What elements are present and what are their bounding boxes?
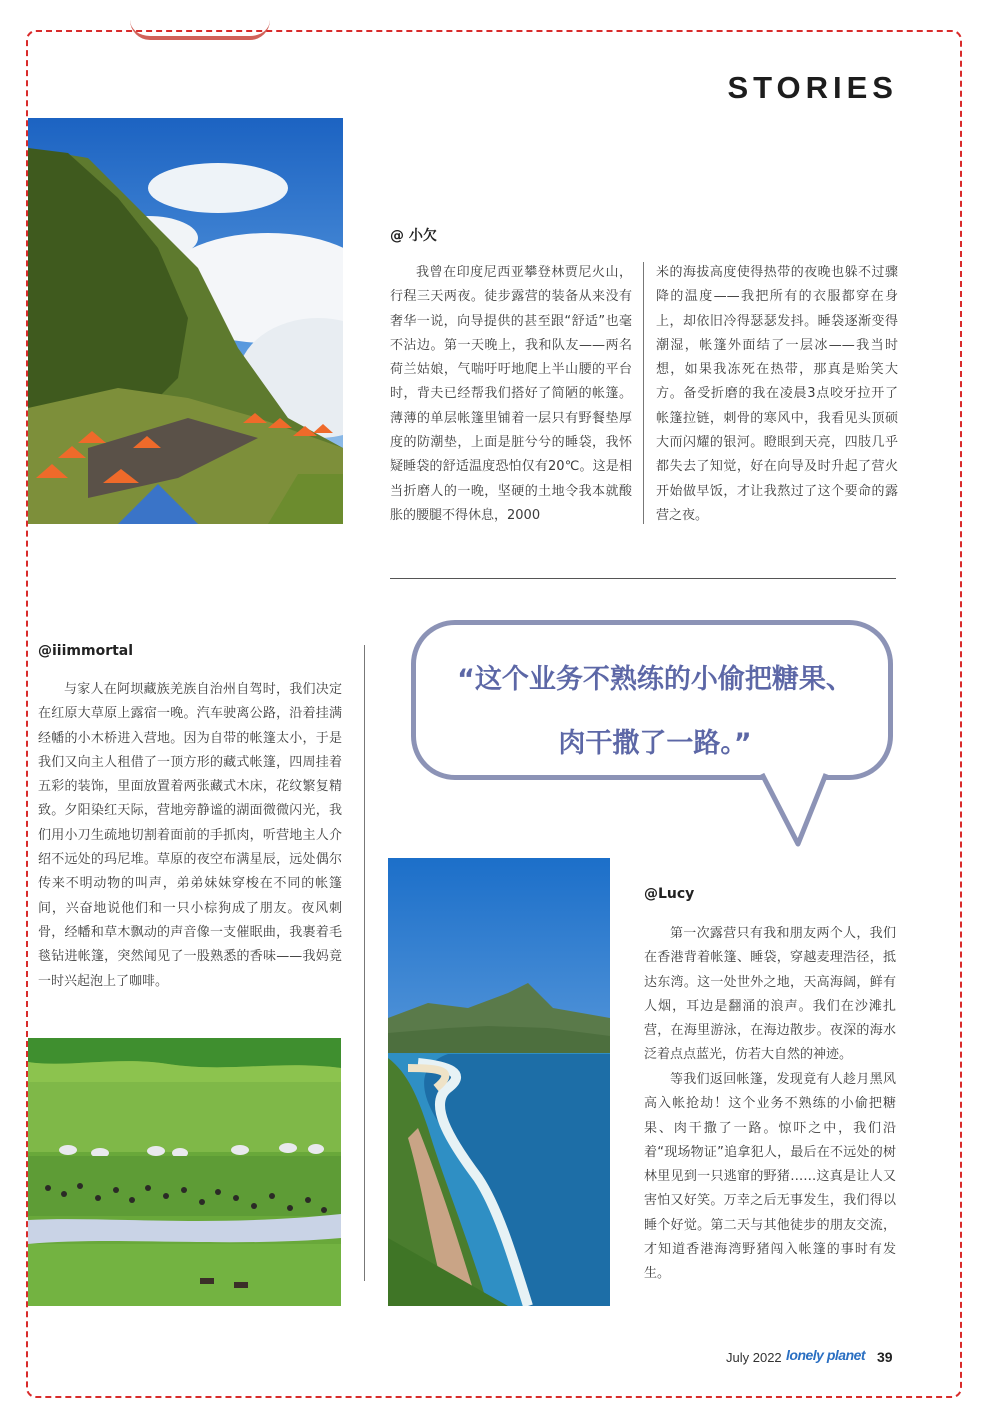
column-divider xyxy=(364,645,365,1281)
issue-date: July 2022 xyxy=(726,1350,782,1365)
story-author-lucy: @Lucy xyxy=(644,886,695,902)
story-paragraph: 与家人在阿坝藏族羌族自治州自驾时，我们决定在红原大草原上露宿一晚。汽车驶离公路，沿着挂满经幡的小木桥进入营地。因为自带的帐篷太小，于是我们又向主人租借了一顶方形的藏式帐篷，四周挂着五彩的装饰，里面放置着两张藏式木床，花纹繁复精致。夕阳染红天际，营地旁静谧的湖面微微闪光，我们用小刀生疏地切割着面前的手抓肉，听营地主人介绍不远处的玛尼堆。草原的夜空布满星辰，远处偶尔传来不明动物的叫声，弟弟妹妹穿梭在不同的帐篷间，兴奋地说他们和一只小棕狗成了朋友。夜风刺骨，经幡和草木飘动的声音像一支催眠曲，我裹着毛毯钻进帐篷，突然闻见了一股熟悉的香味——我妈竟一时兴起泡上了咖啡。 xyxy=(38,682,342,989)
story-author-xiaoqian: @ 小欠 xyxy=(390,228,437,244)
pull-quote-line-1: “这个业务不熟练的小偷把糖果、 xyxy=(457,664,853,695)
beach-photo xyxy=(388,858,610,1306)
story-paragraph: 米的海拔高度使得热带的夜晚也躲不过骤降的温度——我把所有的衣服都穿在身上，却依旧冷得瑟瑟发抖。睡袋逐渐变得潮湿，帐篷外面结了一层冰——我当时想，如果我冻死在热带，那真是贻笑大方。备受折磨的我在凌晨3点咬牙拉开了帐篷拉链，刺骨的寒风中，我看见头顶硕大而闪耀的银河。瞪眼到天亮，四肢几乎都失去了知觉，好在向导及时升起了营火开始做早饭，才让我熬过了这个要命的露营之夜。 xyxy=(656,265,898,523)
pull-quote-line-2: 肉干撒了一路。” xyxy=(558,728,752,759)
story-paragraph: 第一次露营只有我和朋友两个人，我们在香港背着帐篷、睡袋，穿越麦理浩径，抵达东湾。这一处世外之地，天高海阔，鲜有人烟，耳边是翻涌的浪声。我们在沙滩扎营，在海里游泳，在海边散步。夜深的海水泛着点点蓝光，仿若大自然的神迹。 xyxy=(644,926,896,1063)
top-decoration xyxy=(130,20,270,40)
volcano-campsite-photo xyxy=(28,118,343,524)
brand-logo: lonely planet xyxy=(786,1347,866,1363)
bubble-tail xyxy=(760,770,840,850)
story-paragraph: 等我们返回帐篷，发现竟有人趁月黑风高入帐抢劫！这个业务不熟练的小偷把糖果、肉干撒了一路。惊吓之中，我们沿着“现场物证”追拿犯人，最后在不远处的树林里见到一只逃窜的野猪……这真是让人又害怕又好笑。万幸之后无事发生，我们得以睡个好觉。第二天与其他徒步的朋友交流，才知道香港海湾野猪闯入帐篷的事时有发生。 xyxy=(644,1072,896,1282)
section-divider xyxy=(390,578,896,579)
column-divider xyxy=(643,262,644,524)
story-paragraph: 我曾在印度尼西亚攀登林贾尼火山，行程三天两夜。徒步露营的装备从来没有奢华一说，向导提供的甚至跟“舒适”也毫不沾边。第一天晚上，我和队友——两名荷兰姑娘，气喘吁吁地爬上半山腰的平台时，背夫已经帮我们搭好了简陋的帐篷。薄薄的单层帐篷里铺着一层只有野餐垫厚度的防潮垫，上面是脏兮兮的睡袋，我怀疑睡袋的舒适温度恐怕仅有20℃。这是相当折磨人的一晚，坚硬的土地令我本就酸胀的腰腿不得休息，2000 xyxy=(390,265,632,523)
pull-quote-text xyxy=(440,648,870,776)
grassland-photo xyxy=(28,1038,341,1306)
page-number: 39 xyxy=(877,1349,893,1365)
story-author-iiimmortal: @iiimmortal xyxy=(38,643,134,659)
section-title: STORIES xyxy=(727,70,898,105)
